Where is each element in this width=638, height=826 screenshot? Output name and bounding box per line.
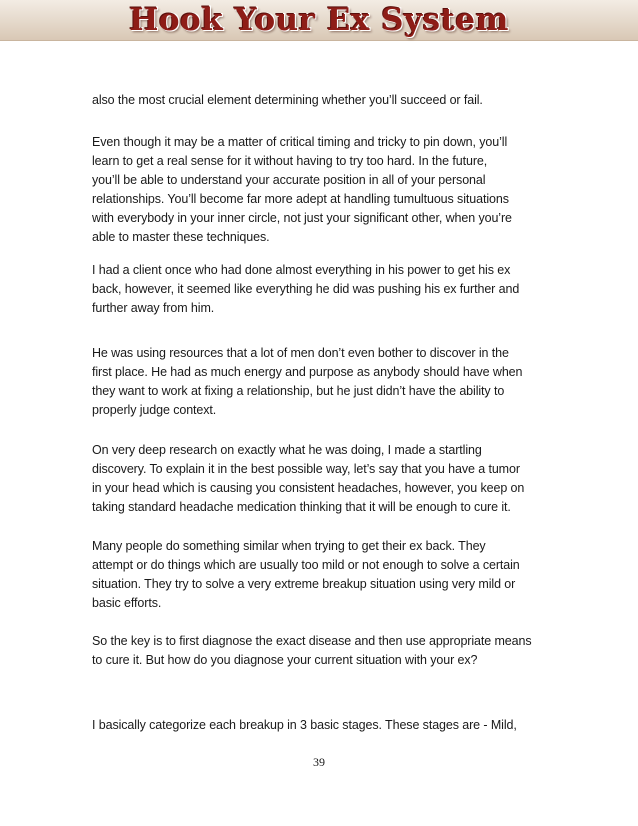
header-banner [0, 0, 638, 41]
paragraph-4: He was using resources that a lot of men don’t even bother to discover in the first place. He had as much energy and purpose as anybody should have when they want to work at fixing a relationship, but he just didn’t have the ability to properly judge context. [92, 346, 523, 417]
paragraph-7: So the key is to first diagnose the exact disease and then use appropriate means to cure it. But how do you diagnose your current situation with your ex? [92, 634, 532, 667]
page-number: 39 [313, 755, 325, 769]
paragraph-8: I basically categorize each breakup in 3 basic stages. These stages are - Mild, [92, 718, 517, 732]
paragraph-6: Many people do something similar when trying to get their ex back. They attempt or do things which are usually too mild or not enough to solve a certain situation. They try to solve a very extreme breakup situation using very mild or basic efforts. [92, 539, 520, 610]
header-title: Hook Your Ex System [129, 2, 509, 38]
paragraph-2: Even though it may be a matter of critical timing and tricky to pin down, you’ll learn to get a real sense for it without having to try too hard. In the future, you’ll be able to understand your accurate position in all of your personal relationships. You’ll become far more adept at handling tumultuous situations with everybody in your inner circle, not just your significant other, when you’re able to master these techniques. [92, 135, 512, 244]
paragraph-3: I had a client once who had done almost everything in his power to get his ex back, however, it seemed like everything he did was pushing his ex further and further away from him. [92, 263, 520, 315]
paragraph-1: also the most crucial element determining whether you’ll succeed or fail. [92, 93, 483, 107]
paragraph-5: On very deep research on exactly what he was doing, I made a startling discovery. To explain it in the best possible way, let’s say that you have a tumor in your head which is causing you consistent headaches, however, you keep on taking standard headache medication thinking that it will be enough to cure it. [92, 443, 525, 514]
